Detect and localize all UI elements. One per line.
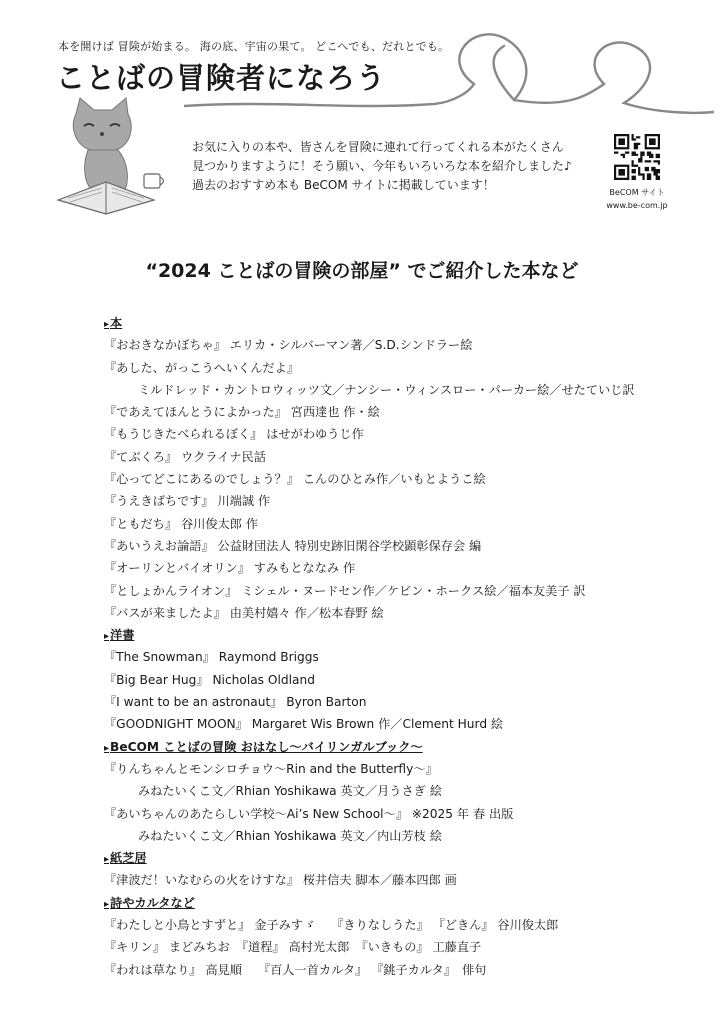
book-entry <box>104 914 704 936</box>
book-entry <box>104 803 704 825</box>
book-entry <box>104 669 704 691</box>
section-label <box>104 736 704 758</box>
site-url[interactable]: www.be-com.jp <box>606 201 668 210</box>
book-entry-text: 『津波だ！いなむらの火をけすな』 桜井信夫 脚本／藤本四郎 画 <box>104 873 457 888</box>
book-entry-text: みねたいくこ文／Rhian Yoshikawa 英文／内山芳枝 絵 <box>138 828 442 843</box>
book-entry-text: 『おおきなかぼちゃ』 エリカ・シルバーマン著／S.D.シンドラー絵 <box>104 338 473 353</box>
book-entry-text: 『心ってどこにあるのでしょう？』 こんのひとみ作／いもとようこ絵 <box>104 472 486 487</box>
qr-caption <box>592 186 682 212</box>
qr-label: BeCOM サイト <box>609 188 665 197</box>
book-entry <box>104 602 704 624</box>
tagline: 本を開けば 冒険が始まる。 海の底、宇宙の果て。 どこへでも、だれとでも。 <box>58 40 450 53</box>
intro-line: 見つかりますように！そう願い、今年もいろいろな本を紹介しました♪ <box>192 159 572 173</box>
book-entry <box>104 580 704 602</box>
page-title: ことばの冒険者になろう <box>56 61 387 95</box>
book-entry <box>104 379 704 401</box>
book-entry <box>104 490 704 512</box>
book-entry-text: 『われは草なり』 高見順 『百人一首カルタ』 『銚子カルタ』 俳句 <box>104 962 487 977</box>
book-entry-text: 『もうじきたべられるぼく』 はせがわゆうじ作 <box>104 427 364 442</box>
book-entry-text: みねたいくこ文／Rhian Yoshikawa 英文／月うさぎ 絵 <box>138 784 442 799</box>
book-entry <box>104 780 704 802</box>
cat-reading-illustration <box>54 96 174 216</box>
book-entry-text: ミルドレッド・カントロウィッツ文／ナンシー・ウィンスロー・パーカー絵／せたていじ訳 <box>138 382 635 397</box>
book-entry-text: 『The Snowman』 Raymond Briggs <box>104 650 319 665</box>
book-entry <box>104 646 704 668</box>
book-list <box>104 312 704 981</box>
book-entry <box>104 758 704 780</box>
book-entry-text: 『りんちゃんとモンシロチョウ～Rin and the Butterfly～』 <box>104 761 438 776</box>
book-entry <box>104 423 704 445</box>
book-entry-text: 『I want to be an astronaut』 Byron Barton <box>104 695 367 710</box>
book-entry <box>104 446 704 468</box>
book-entry <box>104 357 704 379</box>
section-label-text: ▸ 本 <box>104 316 122 330</box>
book-entry-text: 『てぶくろ』 ウクライナ民話 <box>104 449 266 464</box>
section-label-text: ▸ BeCOM ことばの冒険 おはなし～バイリンガルブック～ <box>104 740 423 754</box>
book-entry-text: 『オーリンとバイオリン』 すみもとななみ 作 <box>104 561 356 576</box>
section-label-text: ▸ 紙芝居 <box>104 851 147 865</box>
book-entry <box>104 557 704 579</box>
book-entry-text: 『バスが来ましたよ』 由美村嬉々 作／松本春野 絵 <box>104 605 384 620</box>
section-label-text: ▸ 詩やカルタなど <box>104 896 195 910</box>
intro-text <box>192 138 602 195</box>
book-entry <box>104 401 704 423</box>
qr-code-icon[interactable] <box>614 134 660 180</box>
book-entry <box>104 691 704 713</box>
section-heading: “2024 ことばの冒険の部屋” でご紹介した本など <box>145 260 579 282</box>
book-entry-text: 『わたしと小鳥とすずと』 金子みすゞ 『きりなしうた』 『どきん』 谷川俊太郎 <box>104 918 559 933</box>
book-entry-text: 『GOODNIGHT MOON』 Margaret Wis Brown 作／Clement Hurd 絵 <box>104 717 504 732</box>
intro-line: お気に入りの本や、皆さんを冒険に連れて行ってくれる本がたくさん <box>192 140 564 154</box>
book-entry <box>104 869 704 891</box>
book-entry <box>104 713 704 735</box>
book-entry-text: 『であえてほんとうによかった』 宮西達也 作・絵 <box>104 405 380 420</box>
book-entry <box>104 959 704 981</box>
book-entry-text: 『Big Bear Hug』 Nicholas Oldland <box>104 672 315 687</box>
book-entry <box>104 513 704 535</box>
book-entry-text: 『あした、がっこうへいくんだよ』 <box>104 360 299 375</box>
book-entry-text: 『あいちゃんのあたらしい学校～Ai’s New School～』 ※2025 年 春 出版 <box>104 806 514 821</box>
section-label <box>104 312 704 334</box>
book-entry-text: 『あいうえお論語』 公益財団法人 特別史跡旧閑谷学校顕彰保存会 編 <box>104 538 482 553</box>
book-entry <box>104 334 704 356</box>
intro-line: 過去のおすすめ本も BeCOM サイトに掲載しています！ <box>192 178 495 192</box>
book-entry-text: 『キリン』 まどみちお 『道程』 高村光太郎 『いきもの』 工藤直子 <box>104 940 482 955</box>
section-label <box>104 624 704 646</box>
book-entry-text: 『うえきばちです』 川端誠 作 <box>104 494 271 509</box>
section-label-text: ▸ 洋書 <box>104 628 134 642</box>
book-entry <box>104 535 704 557</box>
section-label <box>104 892 704 914</box>
heart-loops-illustration <box>184 18 714 128</box>
section-label <box>104 847 704 869</box>
book-entry-text: 『ともだち』 谷川俊太郎 作 <box>104 516 258 531</box>
book-entry <box>104 468 704 490</box>
book-entry <box>104 825 704 847</box>
book-entry <box>104 936 704 958</box>
book-entry-text: 『としょかんライオン』 ミシェル・ヌードセン作／ケビン・ホークス絵／福本友美子 訳 <box>104 583 586 598</box>
